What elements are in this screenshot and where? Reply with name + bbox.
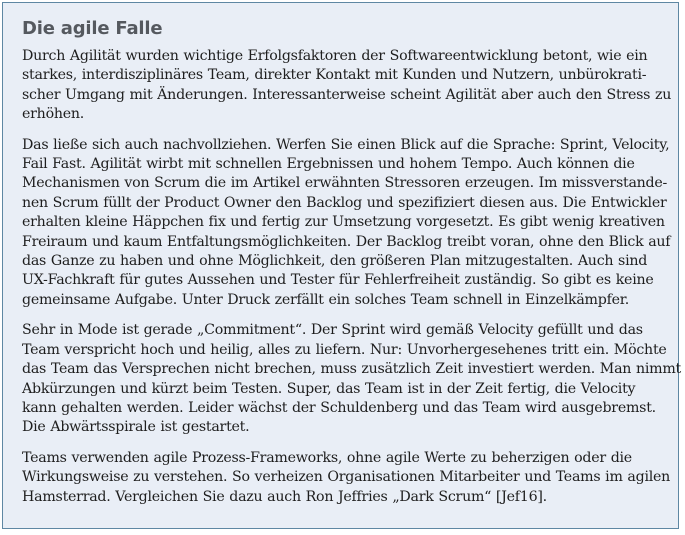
text-line: erhalten kleine Häppchen fix und fertig zur Umsetzung vorgesetzt. Es gibt wenig kreativen [22, 214, 665, 231]
text-line: kann gehalten werden. Leider wächst der Schuldenberg und das Team wird ausgebremst. [22, 399, 656, 416]
text-line: Die Abwärtsspirale ist gestartet. [22, 419, 250, 436]
sidebar-box [2, 2, 679, 529]
text-line: Fail Fast. Agilität wirbt mit schnellen Ergebnissen und hohem Tempo. Auch können die [22, 156, 635, 173]
text-line: Durch Agilität wurden wichtige Erfolgsfaktoren der Softwareentwicklung betont, wie ein [22, 48, 648, 64]
text-line: erhöhen. [22, 106, 85, 123]
text-line: Mechanismen von Scrum die im Artikel erwähnten Stressoren erzeugen. Im missverstande- [22, 175, 668, 192]
text-line: nen Scrum füllt der Product Owner den Backlog und spezifiziert diesen aus. Die Entwickler [22, 194, 667, 211]
paragraph-language [22, 136, 671, 311]
text-line: Das ließe sich auch nachvollziehen. Werfen Sie einen Blick auf die Sprache: Sprint, Velocity, [22, 136, 670, 153]
text-line: das Team das Versprechen nicht brechen, muss zusätzlich Zeit investiert werden. Man nimmt [22, 361, 681, 378]
paragraph-frameworks [22, 449, 671, 507]
text-line: scher Umgang mit Änderungen. Interessanterweise scheint Agilität aber auch den Stress zu [22, 86, 672, 103]
text-line: Freiraum und kaum Entfaltungsmöglichkeiten. Der Backlog treibt voran, ohne den Blick auf [22, 233, 671, 250]
text-line: Wirkungsweise zu verstehen. So verheizen Organisationen Mitarbeiter und Teams im agilen [22, 469, 671, 486]
text-line: gemeinsame Aufgabe. Unter Druck zerfällt ein solches Team schnell in Einzelkämpfer. [22, 291, 629, 308]
text-line: Team verspricht hoch und heilig, alles zu liefern. Nur: Unvorhergesehenes tritt ein. Möchte [22, 341, 667, 358]
text-line: Abkürzungen und kürzt beim Testen. Super, das Team ist in der Zeit fertig, die Velocity [22, 380, 636, 397]
paragraph-intro [22, 47, 672, 125]
text-line: Teams verwenden agile Prozess-Frameworks, ohne agile Werte zu beherzigen oder die [22, 449, 632, 466]
text-line: UX-Fachkraft für gutes Aussehen und Tester für Fehlerfreiheit zuständig. So gibt es keine [22, 272, 654, 289]
box-title: Die agile Falle [22, 18, 163, 39]
text-line: das Ganze zu haben und ohne Möglichkeit, den größeren Plan mitzugestalten. Auch sind [22, 253, 648, 270]
text-line: Hamsterrad. Vergleichen Sie dazu auch Ron Jeffries „Dark Scrum“ [Jef16]. [22, 488, 547, 505]
text-line: Sehr in Mode ist gerade „Commitment“. Der Sprint wird gemäß Velocity gefüllt und das [22, 322, 643, 339]
text-line: starkes, interdisziplinäres Team, direkter Kontakt mit Kunden und Nutzern, unbürokrati- [22, 67, 647, 84]
paragraph-commitment [22, 321, 681, 437]
